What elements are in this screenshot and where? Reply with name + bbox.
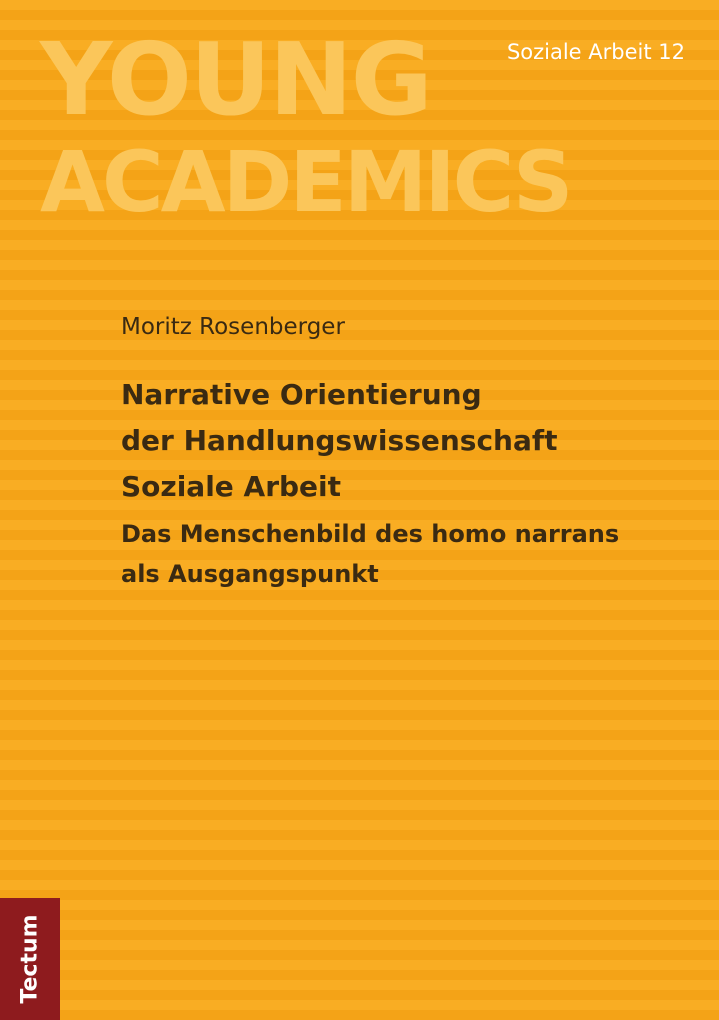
book-subtitle-line: Das Menschenbild des homo narrans <box>121 520 620 548</box>
book-title <box>121 372 701 510</box>
book-title-line: Narrative Orientierung <box>121 378 482 411</box>
book-title-line: Soziale Arbeit <box>121 470 342 503</box>
book-subtitle-line: als Ausgangspunkt <box>121 560 379 588</box>
book-title-line: der Handlungswissenschaft <box>121 424 558 457</box>
publisher-name: Tectum <box>17 914 43 1004</box>
book-subtitle <box>121 514 701 594</box>
subseries-label: Soziale Arbeit 12 <box>506 40 685 64</box>
series-title-academics: ACADEMICS <box>40 133 571 231</box>
author-name: Moritz Rosenberger <box>121 314 345 340</box>
publisher-logo <box>0 898 60 1020</box>
series-title-young: YOUNG <box>40 21 431 138</box>
